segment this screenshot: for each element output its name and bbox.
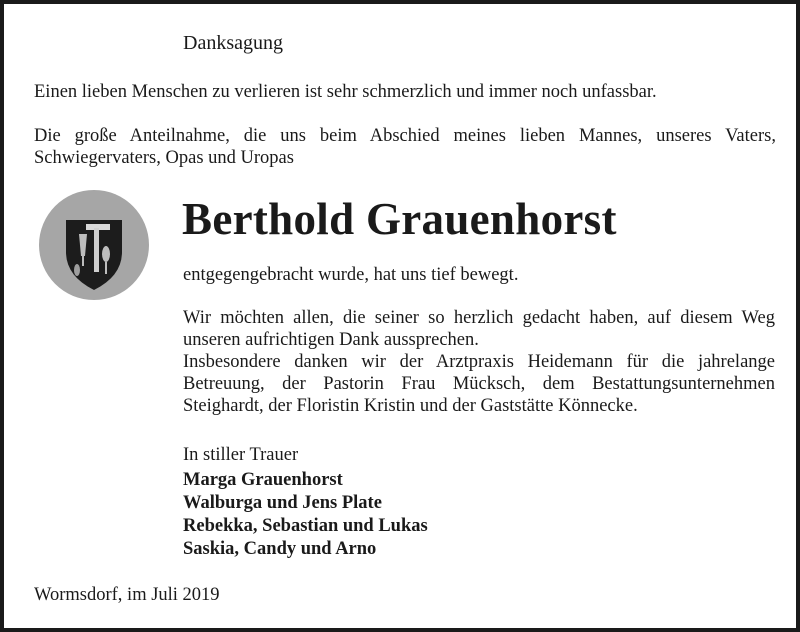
mourner-name: Rebekka, Sebastian und Lukas (183, 516, 428, 536)
intro-line: Einen lieben Menschen zu verlieren ist sehr schmerzlich und immer noch unfassbar. (34, 82, 657, 102)
mourners-list (183, 469, 428, 561)
mourner-name: Saskia, Candy und Arno (183, 539, 377, 559)
deceased-name: Berthold Grauenhorst (182, 194, 617, 244)
thanks-text (183, 307, 775, 417)
thanks-paragraph: Wir möchten allen, die seiner so herzlich gedacht haben, auf diesem Weg unseren aufrichtigen Dank aussprechen. (183, 308, 775, 350)
mourner-name: Marga Grauenhorst (183, 470, 343, 490)
mourning-label: In stiller Trauer (183, 445, 299, 465)
thanks-paragraph: Insbesondere danken wir der Arztpraxis Heidemann für die jahrelange Betreuung, der Pastorin Frau Mücksch, dem Bestattungsunternehmen Steighardt, der Floristin Kristin und der Gaststätte Könnecke. (183, 352, 775, 416)
place-date: Wormsdorf, im Juli 2019 (34, 585, 220, 605)
mourner-name: Walburga und Jens Plate (183, 493, 382, 513)
intro-paragraph: Die große Anteilnahme, die uns beim Abschied meines lieben Mannes, unseres Vaters, Schwiegervaters, Opas und Uropas (34, 126, 776, 168)
notice-heading: Danksagung (183, 32, 283, 54)
craftsman-tools-shield-icon (39, 190, 149, 300)
after-name-line: entgegengebracht wurde, hat uns tief bewegt. (183, 265, 519, 285)
